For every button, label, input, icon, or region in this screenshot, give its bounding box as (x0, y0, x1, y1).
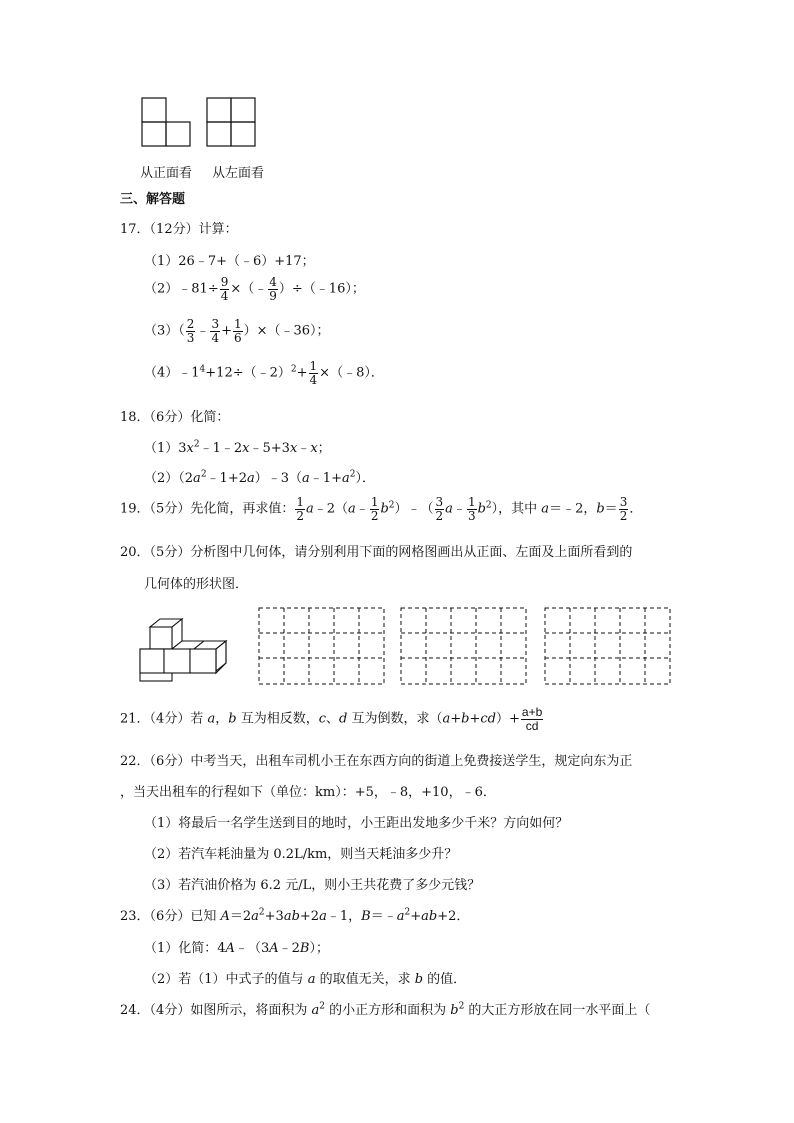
q23-label: 已知 (190, 909, 217, 924)
q17-label: 计算： (198, 222, 238, 237)
front-view-square (166, 122, 190, 146)
q17-pts: （12分） (149, 222, 199, 237)
q21-line: 21．（4分）若 a，b 互为相反数，c、d 互为倒数，求（a+b+cd）+ $\frac{a+b}{cd}$ (120, 705, 543, 733)
q20-line2: 几何体的形状图． (144, 577, 249, 592)
q23-sub2: （2）若（1）中式子的值与 a 的取值无关，求 b 的值． (144, 972, 467, 987)
left-view-label: 从左面看 (212, 166, 265, 181)
q22-sub3: （3）若汽油价格为 6.2 元/L，则小王共花费了多少元钱？ (144, 878, 481, 893)
q23-pts: （6分） (149, 909, 191, 924)
q22-sub1: （1）将最后一名学生送到目的地时，小王距出发地多少千米？方向如何？ (144, 816, 569, 831)
q21-num: 21． (120, 711, 150, 727)
q17-heading (120, 218, 238, 237)
grid-left-view (400, 607, 528, 687)
q24-pts: （4分） (149, 1003, 191, 1018)
section-title: 三、解答题 (120, 192, 186, 207)
q22-line1: 22．（6分）中考当天，出租车司机小王在东西方向的街道上免费接送学生，规定向东为正 (120, 754, 633, 769)
q23-num: 23． (120, 909, 150, 924)
q19-line: 19．（5分）先化简，再求值： $\frac{1}{2}$ a﹣2（a﹣ $\frac{1}{2}$ $b^2)﹣$（ $\frac{3}{2}$ a﹣ $\frac{1}{3}$ $b^2$），其中 a＝﹣2，b＝ $\frac{3}{2}$ ． (120, 495, 643, 523)
cube-solid-figure (138, 615, 244, 689)
three-view-figure (140, 96, 260, 151)
q18-pts: （6分） (149, 410, 191, 425)
front-view-label: 从正面看 (140, 166, 193, 181)
q22-sub2: （2）若汽车耗油量为 0.2L/km，则当天耗油多少升？ (144, 847, 458, 862)
q17-part4: $(4)﹣1^4+12\div(﹣2)^2+$ $\frac{1}{4}$ ×（﹣8）． (144, 359, 384, 387)
left-view-square (207, 122, 231, 146)
q17-num: 17． (120, 222, 150, 237)
q20-line1: 20．（5分）分析图中几何体，请分别利用下面的网格图画出从正面、左面及上面所看到的 (120, 545, 633, 560)
q17-part1: （1）26﹣7+（﹣6）+17； (144, 254, 315, 269)
front-view-square (142, 122, 166, 146)
front-view-square (142, 98, 166, 122)
q17-part3: （3）（ $\frac{2}{3}$ ﹣ $\frac{3}{4}$ + $\frac{1}{6}$ ）×（﹣36）； (144, 317, 330, 345)
q18-num: 18． (120, 410, 150, 425)
q19-num: 19． (120, 501, 150, 517)
q24-line: 24．（4分）如图所示，将面积为 $a^2$ 的小正方形和面积为 $b^2$ 的大正方形放在同一水平面上（ (120, 1001, 651, 1018)
q18-label: 化简： (190, 410, 230, 425)
left-view-square (207, 98, 231, 122)
q18-part2: $(2)(2a^2﹣1+2a)﹣3(a﹣1+a^2)$． (144, 469, 375, 486)
q17-part2: （2）﹣81÷ $\frac{9}{4}$ ×（﹣ $\frac{4}{9}$ ）÷（﹣16）； (144, 275, 365, 303)
q22-line2: ，当天出租车的行程如下（单位：km）：+5，﹣8，+10，﹣6． (120, 785, 496, 800)
q24-num: 24． (120, 1003, 150, 1018)
left-view-square (231, 122, 255, 146)
left-view-square (231, 98, 255, 122)
q18-part1: $(1)3x^2﹣1﹣2x﹣5+3x﹣x$； (144, 439, 331, 456)
q19-pts: （5分） (149, 501, 191, 517)
grid-front-view (258, 607, 386, 687)
q23-line: 23．（6分）已知 $A=2a^2+3ab+2a﹣1$，$B=﹣a^2+ab+2$． (120, 907, 470, 924)
q21-pts: （4分） (149, 711, 191, 727)
q19-label: 先化简，再求值： (190, 501, 295, 517)
grid-top-view (544, 607, 672, 687)
q23-sub1: （1）化简：4A﹣（3A﹣2B）； (144, 941, 329, 956)
q18-heading (120, 406, 229, 425)
